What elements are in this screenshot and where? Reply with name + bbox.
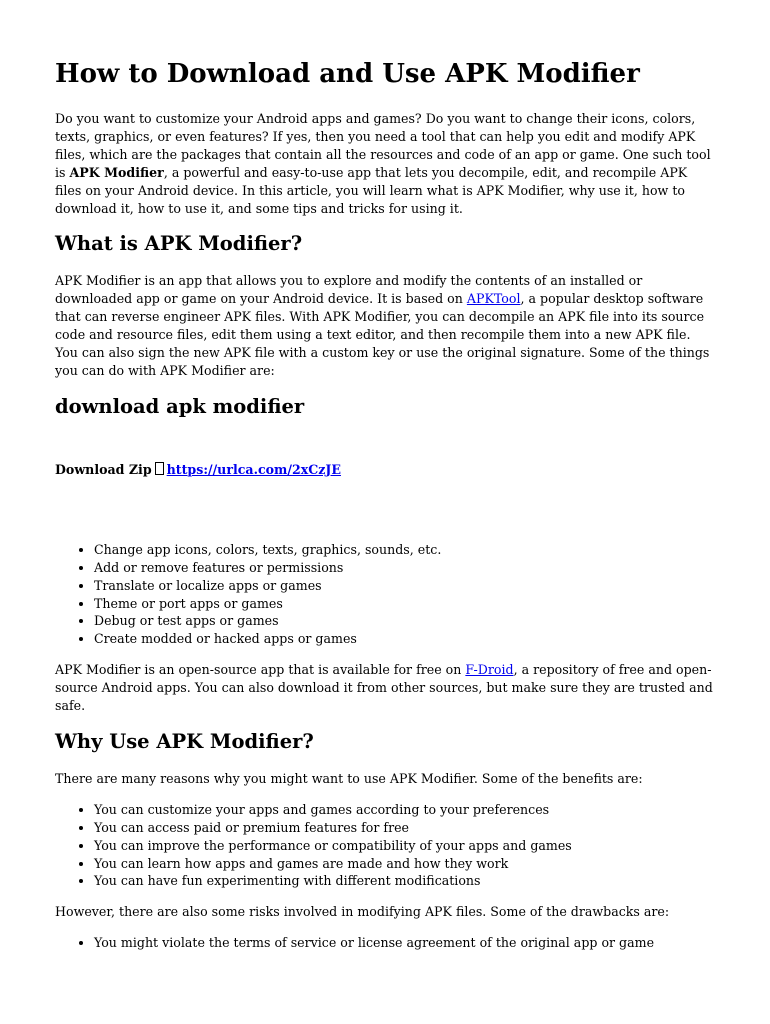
why-use-paragraph: There are many reasons why you might want to use APK Modifier. Some of the benefits are: (55, 770, 643, 786)
download-zip-label: Download Zip (55, 461, 152, 477)
list-item: • You can learn how apps and games are made and how they work (94, 855, 715, 873)
list-item: • You can improve the performance or compatibility of your apps and games (94, 837, 715, 855)
opensource-text-1: APK Modifier is an open-source app that is available for free on (55, 662, 466, 678)
f-droid-link[interactable]: F-Droid (465, 662, 514, 678)
download-zip-line (55, 461, 715, 479)
benefits-list (55, 801, 715, 891)
apktool-link[interactable]: APKTool (466, 291, 521, 307)
list-item: • You can have fun experimenting with different modifications (94, 872, 715, 890)
risks-intro-paragraph: However, there are also some risks involved in modifying APK files. Some of the drawbacks are: (55, 904, 670, 920)
list-item: • Create modded or hacked apps or games (94, 630, 715, 648)
page-title: How to Download and Use APK Modifier (55, 59, 640, 89)
list-item: • You can customize your apps and games according to your preferences (94, 801, 715, 819)
what-is-text-1: APK Modifier is an app that allows you to explore and modify the contents of an installed or downloaded app or game on your Android device. It is based on (55, 273, 643, 307)
risks-list (55, 934, 715, 952)
download-url-link[interactable]: https://urlca.com/2xCzJE (166, 461, 341, 477)
what-is-paragraph (55, 272, 715, 379)
intro-text-2: , a powerful and easy-to-use app that lets you decompile, edit, and recompile APK files on your Android device. In this article, you will learn what is APK Modifier, why use it, how to download it, how to use it, and some tips and tricks for using it. (55, 164, 688, 216)
features-list (55, 541, 715, 648)
list-item: • You might violate the terms of service or license agreement of the original app or game (94, 934, 715, 952)
list-item: • Add or remove features or permissions (94, 559, 715, 577)
heading-why-use: Why Use APK Modifier? (55, 729, 314, 753)
heading-what-is: What is APK Modifier? (55, 232, 303, 256)
list-item: • You can access paid or premium features for free (94, 819, 715, 837)
intro-bold-app-name: APK Modifier (69, 164, 164, 180)
arrow-icon (155, 462, 164, 475)
list-item: • Translate or localize apps or games (94, 577, 715, 595)
intro-text-1: Do you want to customize your Android apps and games? Do you want to change their icons, colors, texts, graphics, or even features? If yes, then you need a tool that can help you edit and modify APK files, which are the packages that contain all the resources and code of an app or game. One such tool is (55, 111, 711, 180)
what-is-text-2: , a popular desktop software that can reverse engineer APK files. With APK Modifier, you can decompile an APK file into its source code and resource files, edit them using a text editor, and then recompile them into a new APK file. You can also sign the new APK file with a custom key or use the original signature. Some of the things you can do with APK Modifier are: (55, 291, 710, 378)
list-item: • Theme or port apps or games (94, 595, 715, 613)
intro-paragraph (55, 110, 715, 217)
heading-download: download apk modifier (55, 394, 305, 418)
opensource-paragraph (55, 661, 715, 715)
list-item: • Change app icons, colors, texts, graphics, sounds, etc. (94, 541, 715, 559)
opensource-text-2: , a repository of free and open-source Android apps. You can also download it from other sources, but make sure they are trusted and safe. (55, 662, 713, 714)
list-item: • Debug or test apps or games (94, 612, 715, 630)
